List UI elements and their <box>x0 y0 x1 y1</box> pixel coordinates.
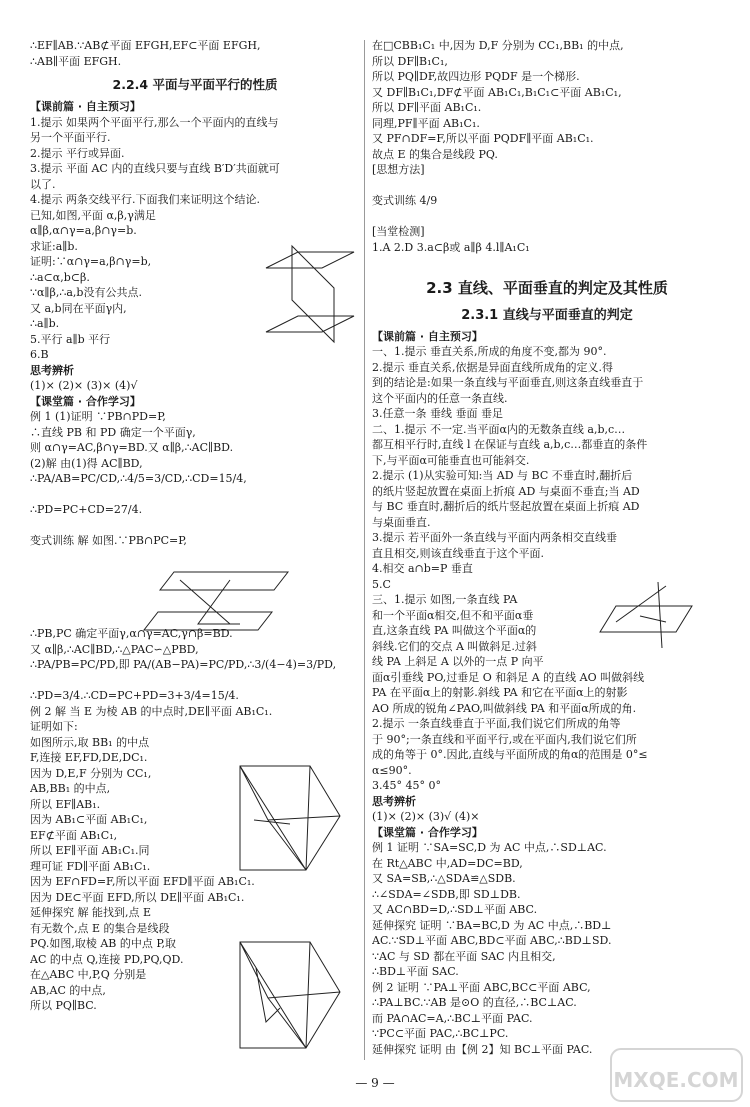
right-text-line: 所以 DF∥B₁C₁, <box>372 54 448 68</box>
left-text-line: AC 的中点 Q,连接 PD,PQ,QD. <box>30 952 184 966</box>
left-text-line: 证明如下: <box>30 720 78 733</box>
right-text-line: 线 PA 上斜足 A 以外的一点 P 向平 <box>372 655 544 668</box>
right-text-line: [思想方法] <box>372 163 425 176</box>
left-text-line: α∥β,α∩γ=a,β∩γ=b. <box>30 224 137 237</box>
left-text-line: 【课前篇 · 自主预习】 <box>30 100 141 113</box>
left-text-line: 又 α∥β,∴AC∥BD,∴△PAC∽△PBD, <box>30 642 199 656</box>
left-text-line: ∴PA/AB=PC/CD,∴4/5=3/CD,∴CD=15/4, <box>30 472 247 485</box>
right-text-line: 又 AC∩BD=D,∴SD⊥平面 ABC. <box>372 903 538 916</box>
right-text-line: 【课前篇 · 自主预习】 <box>372 329 483 343</box>
right-text-line: 2.提示 垂直关系,依据是异面直线所成角的定义.得 <box>372 360 613 374</box>
right-text-line: 一、1.提示 垂直关系,所成的角度不变,都为 90°. <box>372 345 607 358</box>
right-text-line: 和一个平面α相交,但不和平面α垂 <box>372 608 534 622</box>
left-text-line: 以了. <box>30 177 56 191</box>
left-text-line: ∴AB∥平面 EFGH. <box>30 54 122 68</box>
right-text-line: ∴BD⊥平面 SAC. <box>372 965 459 978</box>
right-text-line: ∵AC 与 SD 都在平面 SAC 内且相交, <box>372 949 556 963</box>
left-text-line: PQ.如图,取棱 AB 的中点 P,取 <box>30 937 177 950</box>
right-text-line: 于 90°;一条直线和平面平行,或在平面内,我们说它们所 <box>372 732 637 746</box>
right-text-line: α≤90°. <box>372 763 412 777</box>
left-text-line: 所以 EF∥平面 AB₁C₁.同 <box>30 844 150 857</box>
left-text-line: 变式训练 解 如图.∵PB∩PC=P, <box>30 534 187 547</box>
watermark-logo <box>609 1047 744 1103</box>
right-text-line: 所以 PQ∥DF,故四边形 PQDF 是一个梯形. <box>372 70 580 83</box>
right-text-line: ∴PA⊥BC.∵AB 是⊙O 的直径,∴BC⊥AC. <box>372 996 577 1009</box>
right-text-line: 所以 DF∥平面 AB₁C₁. <box>372 101 482 114</box>
left-text-line: ∴PB,PC 确定平面γ,α∩γ=AC,γ∩β=BD. <box>30 627 233 640</box>
right-text-line: 二、1.提示 不一定.当平面α内的无数条直线 a,b,c… <box>372 422 626 436</box>
left-text-line: ∴直线 PB 和 PD 确定一个平面γ, <box>30 425 196 439</box>
right-text-line: 又 PF∩DF=F,所以平面 PQDF∥平面 AB₁C₁. <box>372 132 594 145</box>
right-text-line: ∴∠SDA=∠SDB,即 SD⊥DB. <box>372 887 521 901</box>
right-text-line: 5.C <box>372 577 391 591</box>
right-text-line: 【课堂篇 · 合作学习】 <box>372 825 483 839</box>
left-text-line: ∴a∥b. <box>30 317 60 330</box>
left-text-line: 思考辨析 <box>30 363 74 377</box>
left-text-line: F,连接 EF,FD,DE,DC₁. <box>30 751 148 764</box>
right-text-line: AO 所成的锐角∠PAO,叫做斜线 PA 和平面α所成的角. <box>372 701 637 715</box>
right-text-line: 3.提示 若平面外一条直线与平面内两条相交直线垂 <box>372 531 617 544</box>
left-text-line: 因为 EF∩FD=F,所以平面 EFD∥平面 AB₁C₁. <box>30 875 255 888</box>
right-text-line: 到的结论是:如果一条直线与平面垂直,则这条直线垂直于 <box>372 376 644 389</box>
left-text-line: (2)解 由(1)得 AC∥BD, <box>30 456 143 470</box>
right-text-line: 面α引垂线 PO,过垂足 O 和斜足 A 的直线 AO 叫做斜线 <box>372 670 645 684</box>
left-text-line: ∴PD=PC+CD=27/4. <box>30 503 143 516</box>
oblique-line-figure <box>596 582 696 648</box>
right-text-line: 2.提示 一条直线垂直于平面,我们说它们所成的角等 <box>372 717 621 730</box>
left-text-line: EF⊄平面 AB₁C₁, <box>30 828 118 842</box>
left-text-line: ∴PD=3/4.∴CD=PC+PD=3+3/4=15/4. <box>30 689 239 702</box>
right-text-line: 3.任意一条 垂线 垂面 垂足 <box>372 407 503 420</box>
left-text-line: 例 2 解 当 E 为棱 AB 的中点时,DE∥平面 AB₁C₁. <box>30 704 273 718</box>
left-text-line: 另一个平面平行. <box>30 131 111 144</box>
right-text-line: 延伸探究 证明 由【例 2】知 BC⊥平面 PAC. <box>372 1042 593 1056</box>
parallel-planes-figure <box>262 244 360 344</box>
right-text-line: 直,这条直线 PA 叫做这个平面α的 <box>372 624 537 637</box>
right-text-line: 例 2 证明 ∵PA⊥平面 ABC,BC⊂平面 ABC, <box>372 980 591 994</box>
left-text-line: 求证:a∥b. <box>30 239 78 253</box>
left-text-line: 6.B <box>30 348 49 361</box>
right-text-line: 同理,PF∥平面 AB₁C₁. <box>372 116 480 130</box>
left-text-line: 证明:∵α∩γ=a,β∩γ=b, <box>30 255 152 268</box>
right-text-line: 延伸探究 证明 ∵BA=BC,D 为 AC 中点,∴BD⊥ <box>372 918 612 932</box>
right-text-line: AC.∵SD⊥平面 ABC,BD⊂平面 ABC,∴BD⊥SD. <box>372 934 612 947</box>
right-text-line: 例 1 证明 ∵SA=SC,D 为 AC 中点,∴SD⊥AC. <box>372 841 607 854</box>
right-text-line: ∵PC⊂平面 PAC,∴BC⊥PC. <box>372 1027 509 1040</box>
right-text-line: 在□CBB₁C₁ 中,因为 D,F 分别为 CC₁,BB₁ 的中点, <box>372 39 624 52</box>
right-text-line: 这个平面内的任意一条直线. <box>372 391 508 405</box>
left-text-line: AB,BB₁ 的中点, <box>30 782 111 795</box>
right-text-line: 思考辨析 <box>372 794 416 808</box>
right-text-line: (1)× (2)× (3)√ (4)× <box>372 810 480 823</box>
right-text-line: 2.提示 (1)从实验可知:当 AD 与 BC 不垂直时,翻折后 <box>372 469 633 482</box>
left-text-line: 2.2.4 平面与平面平行的性质 <box>112 77 278 92</box>
right-text-line: 1.A 2.D 3.a⊂β或 a∥β 4.l∥A₁C₁ <box>372 240 530 254</box>
left-text-line: 因为 DE⊂平面 EFD,所以 DE∥平面 AB₁C₁. <box>30 890 245 904</box>
right-text-line: 成的角等于 0°.因此,直线与平面所成的角α的范围是 0°≤ <box>372 748 648 761</box>
left-text-line <box>30 487 360 503</box>
left-text-line: 如图所示,取 BB₁ 的中点 <box>30 735 150 749</box>
left-text-line: 有无数个,点 E 的集合是线段 <box>30 921 170 935</box>
svg-text:MXQE.COM: MXQE.COM <box>613 1068 739 1092</box>
left-text-line: 理可证 FD∥平面 AB₁C₁. <box>30 859 151 873</box>
left-text-line: 因为 AB₁⊂平面 AB₁C₁, <box>30 813 148 826</box>
left-text-line: 【课堂篇 · 合作学习】 <box>30 394 141 408</box>
right-text-line <box>372 255 722 271</box>
right-text-line: 下,与平面α可能垂直也可能斜交. <box>372 453 530 467</box>
left-text-line: (1)× (2)× (3)× (4)√ <box>30 379 138 392</box>
left-text-line: 1.提示 如果两个平面平行,那么一个平面内的直线与 <box>30 115 279 129</box>
transversal-planes-figure <box>140 566 290 636</box>
left-text-line: 2.提示 平行或异面. <box>30 146 125 160</box>
right-text-line: 都互相平行时,直线 l 在保证与直线 a,b,c…都垂直的条件 <box>372 438 648 451</box>
right-text-line: 三、1.提示 如图,一条直线 PA <box>372 593 518 606</box>
right-text-line: PA 在平面α上的射影.斜线 PA 和它在平面α上的射影 <box>372 686 628 699</box>
left-text-line <box>30 549 360 565</box>
prism-figure-2 <box>230 938 350 1058</box>
right-text-line: 2.3 直线、平面垂直的判定及其性质 <box>426 278 668 297</box>
left-text-line: 已知,如图,平面 α,β,γ满足 <box>30 208 156 222</box>
left-text-line: 例 1 (1)证明 ∵PB∩PD=P, <box>30 410 166 423</box>
left-text-line: 4.提示 两条交线平行.下面我们来证明这个结论. <box>30 193 260 206</box>
right-text-line: 的纸片竖起放置在桌面上折痕 AD 与桌面不垂直;当 AD <box>372 484 640 498</box>
right-text-line: 而 PA∩AC=A,∴BC⊥平面 PAC. <box>372 1011 533 1025</box>
left-text-line: 所以 EF∥AB₁. <box>30 797 101 811</box>
prism-figure-1 <box>230 762 350 880</box>
right-text-line: 在 Rt△ABC 中,AD=DC=BD, <box>372 856 523 870</box>
left-text-line: 在△ABC 中,P,Q 分别是 <box>30 968 147 981</box>
left-text-line: 则 α∩γ=AC,β∩γ=BD.又 α∥β,∴AC∥BD. <box>30 441 234 454</box>
left-text-line: 所以 PQ∥BC. <box>30 999 97 1012</box>
right-text-line: 3.45° 45° 0° <box>372 779 441 792</box>
page-number: — 9 — <box>355 1076 395 1090</box>
left-text-line: ∴EF∥AB.∵AB⊄平面 EFGH,EF⊂平面 EFGH, <box>30 39 261 52</box>
right-text-line: 斜线.它们的交点 A 叫做斜足.过斜 <box>372 639 537 653</box>
right-text-line: 与桌面垂直. <box>372 515 431 529</box>
left-text-line: AB,AC 的中点, <box>30 983 106 997</box>
right-column <box>372 38 722 1057</box>
left-text-line: 又 a,b同在平面γ内, <box>30 301 127 315</box>
left-text-line: 延伸探究 解 能找到,点 E <box>30 906 152 919</box>
right-text-line: 2.3.1 直线与平面垂直的判定 <box>461 307 633 323</box>
right-text-line: [当堂检测] <box>372 225 425 238</box>
right-text-line <box>372 178 722 194</box>
left-text-line: 5.平行 a∥b 平行 <box>30 332 111 346</box>
right-text-line: 直且相交,则该直线垂直于这个平面. <box>372 546 544 560</box>
right-text-line: 变式训练 4/9 <box>372 194 438 207</box>
left-text-line: 因为 D,E,F 分别为 CC₁, <box>30 766 152 780</box>
right-text-line: 与 BC 垂直时,翻折后的纸片竖起放置在桌面上折痕 AD <box>372 500 640 513</box>
left-text-line: ∵α∥β,∴a,b没有公共点. <box>30 286 142 299</box>
column-divider <box>364 40 365 1060</box>
right-text-line: 又 SA=SB,∴△SDA≌△SDB. <box>372 872 516 885</box>
right-text-line: 4.相交 a∩b=P 垂直 <box>372 562 473 575</box>
right-text-line: 故点 E 的集合是线段 PQ. <box>372 147 498 161</box>
left-text-line: ∴a⊂α,b⊂β. <box>30 270 90 284</box>
left-text-line: ∴PA/PB=PC/PD,即 PA/(AB−PA)=PC/PD,∴3/(4−4)=3/PD, <box>30 658 337 671</box>
left-text-line <box>30 673 360 689</box>
left-text-line: 3.提示 平面 AC 内的直线只要与直线 B′D′共面就可 <box>30 162 280 175</box>
right-text-line <box>372 209 722 225</box>
right-text-line: 又 DF∥B₁C₁,DF⊄平面 AB₁C₁,B₁C₁⊂平面 AB₁C₁, <box>372 85 622 99</box>
left-text-line <box>30 518 360 534</box>
